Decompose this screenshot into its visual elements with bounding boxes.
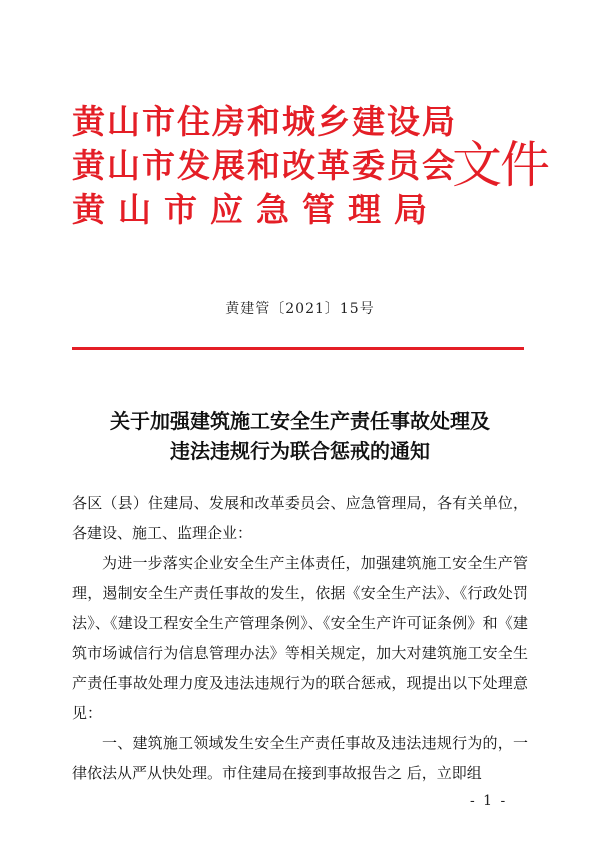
issuing-authorities — [72, 100, 457, 232]
addressee-paragraph: 各区（县）住建局、发展和改革委员会、应急管理局，各有关单位，各建设、施工、监理企业： — [72, 494, 528, 542]
issuer-emergency-bureau: 黄山市应急管理局 — [72, 190, 440, 229]
title-line-2: 违法违规行为联合惩戒的通知 — [170, 439, 430, 463]
body-paragraph-1: 为进一步落实企业安全生产主体责任，加强建筑施工安全生产管理，遏制安全生产责任事故的发生，依据《安全生产法》、《行政处罚法》、《建设工程安全生产管理条例》、《安全生产许可证条例》和《建筑市场诚信行为信息管理办法》等相关规定，加大对建筑施工安全生产责任事故处理力度及违法违规行为的联合惩戒，现提出以下处理意见： — [72, 554, 528, 722]
issuer-development-commission: 黄山市发展和改革委员会 — [72, 146, 457, 185]
page-number: - 1 - — [470, 793, 508, 809]
document-body — [72, 488, 528, 788]
document-number: 黄建管〔2021〕15号 — [225, 301, 375, 317]
issuer-housing-bureau: 黄山市住房和城乡建设局 — [72, 102, 457, 141]
title-line-1: 关于加强建筑施工安全生产责任事故处理及 — [110, 409, 490, 433]
body-paragraph-2: 一、建筑施工领域发生安全生产责任事故及违法违规行为的，一律依法从严从快处理。市住建局在接到事故报告之 后，立即组 — [72, 734, 528, 782]
red-divider-line — [72, 347, 524, 350]
document-type-label: 文件 — [452, 136, 548, 194]
document-title — [60, 406, 540, 466]
